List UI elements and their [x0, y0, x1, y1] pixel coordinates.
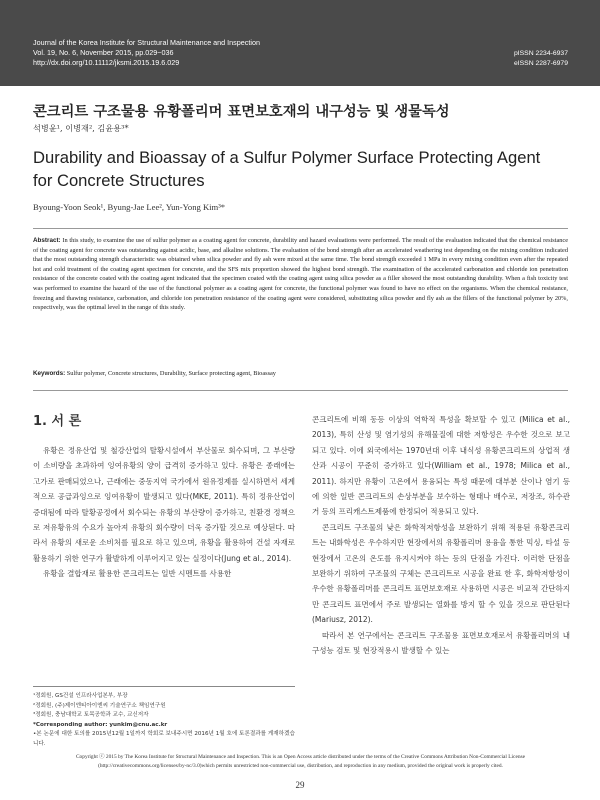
- english-title-line-2: for Concrete Structures: [33, 171, 205, 190]
- journal-info: [33, 38, 260, 68]
- keywords-text: Sulfur polymer, Concrete structures, Durability, Surface protecting agent, Bioassay: [66, 370, 276, 377]
- body-paragraph: 유황은 정유산업 및 철강산업의 탈황시설에서 부산물로 회수되며, 그 부산량이 소비량을 초과하여 잉여유황의 양이 급격히 증가하고 있다. 유황은 종래에는 고가로 판매되었으나, 근래에는 중동지역 국가에서 원유정제를 실시하면서 세계적으로 공급과잉으로 잉여유황이 발생되고 있다(MKE, 2011). 특히 정유산업이 증대됨에 따라 탈황공정에서 회수되는 유황의 부산량이 증가하고, 친환경 정책으로 저유황유의 수요가 높아져 유황의 회수량이 더욱 증가할 것으로 예상된다. 따라서 유황의 새로운 소비처를 필요로 하고 있으며, 유황을 활용하여 건설 자재로 활용하기 위한 연구가 활발하게 이루어지고 있는 실정이다(Jung et al., 2014).: [33, 446, 295, 563]
- english-title-line-1: Durability and Bioassay of a Sulfur Polymer Surface Protecting Agent: [33, 148, 541, 167]
- eissn: eISSN 2287-6979: [513, 60, 568, 67]
- body-paragraph: 따라서 본 연구에서는 콘크리트 구조물용 표면보호재로서 유황폴리머의 내구성능 검토 및 현장적용시 발생할 수 있는: [312, 630, 570, 656]
- korean-title: 콘크리트 구조물용 유황폴리머 표면보호재의 내구성능 및 생물독성: [33, 104, 450, 120]
- section-heading: 1. 서 론: [33, 414, 82, 429]
- page-number: 29: [295, 780, 305, 790]
- journal-name: Journal of the Korea Institute for Structural Maintenance and Inspection: [33, 38, 260, 47]
- issn-info: [514, 49, 568, 69]
- keywords-label: Keywords:: [33, 370, 66, 377]
- abstract-divider-bottom: [33, 390, 568, 391]
- doi-link[interactable]: http://dx.doi.org/10.11112/jksmi.2015.19.6.029: [33, 58, 180, 67]
- right-column: [312, 412, 570, 659]
- copyright-notice: Copyright ⓒ 2015 by The Korea Institute for Structural Maintenance and Inspection. This is an Open Access article distributed under the terms of the Creative Commons Attribution Non-Commercial License (http://creativecommons.org/licenses/by-nc/3.0)which permits unrestricted non-commercial use, distribution, and reproduction in any medium, provided the original work is properly cited.: [75, 754, 526, 769]
- journal-header: [0, 0, 600, 86]
- english-authors: Byoung-Yoon Seok¹, Byung-Jae Lee², Yun-Yong Kim³*: [33, 202, 226, 212]
- abstract: [33, 236, 568, 313]
- body-paragraph: 콘크리트 구조물의 낮은 화학적저항성을 보완하기 위해 적용된 유황콘크리트는 내화학성은 우수하지만 현장에서의 유황폴리머 용융을 통한 믹싱, 타설 등 현장에서 고온의 온도를 유지시켜야 하는 등의 단점을 가진다. 이러한 단점을 보완하기 위하여 구조물의 구체는 콘크리트로 시공을 완료 한 후, 화학저항성이 우수한 유황폴리머를 콘크리트 표면보호재로 사용하면 시공은 비교적 간단하지만 콘크리트 표면에서 주로 발생되는 열화를 방지 할 수 있을 것으로 판단된다(Mariusz, 2012).: [312, 522, 570, 625]
- keywords: [33, 369, 568, 379]
- korean-authors: 석병윤¹, 이병재², 김윤용³*: [33, 123, 129, 133]
- abstract-text: In this study, to examine the use of sulfur polymer as a coating agent for concrete, durability and hazard evaluations were performed. The result of the evaluation indicated that the chemical resistance of the coating agent for concrete was outstanding against acidic, base, and alkaline solutions. The evaluation of the bond strength after an accelerated weathering test depending on the mixing condition indicated that the most outstanding strength characteristic was obtained when silica powder and fly ash were mixed at the same time. The bond strength exceeded 1 MPa in every mixing condition even after the repeated hot and cold treatment of the coating agent specimen for concrete, and the SFS mix proportion showed the highest bond strength. The examination of the accelerated carbonation and chloride ion penetration resistance of the concrete coated with the coating agent indicated that the specimen coated with the coating agent using silica powder as a filler showed the most outstanding durability. When a fish toxicity test was performed to examine the hazard of the use of the functional polymer as a coating agent for concrete, the functional polymer was found to have no effect on the organisms. When the chemical resistance, freezing and thawing resistance, carbonation, and chloride ion penetration resistance of the coating agent were considered, substituting silica powder and fly ash as the fillers of the functional polymer by 20%, respectively, was the optimal level in the range of this study.: [33, 237, 568, 312]
- footnote-1: ¹정회원, GS건설 인프라사업본부, 부장: [33, 693, 128, 699]
- journal-volume: Vol. 19, No. 6, November 2015, pp.029~036: [33, 48, 174, 57]
- footnote-2: ²정회원, (주)제이엔티아이엔씨 기술연구소 책임연구원: [33, 702, 166, 709]
- left-column: [33, 412, 295, 582]
- discussion-note: •본 논문에 대한 토의를 2015년12월 1일까지 학회로 보내주시면 2016년 1월 호에 토론결과를 게재하겠습니다.: [33, 731, 295, 747]
- footnote-3: ³정회원, 충남대학교 토목공학과 교수, 교신저자: [33, 712, 149, 719]
- english-title: [33, 146, 573, 192]
- abstract-label: Abstract:: [33, 237, 61, 244]
- footnotes: [33, 686, 295, 750]
- corresponding-author: *Corresponding author: yunkim@cnu.ac.kr: [33, 721, 168, 728]
- pissn: pISSN 2234-6937: [513, 50, 568, 57]
- body-paragraph: 콘크리트에 비해 동등 이상의 역학적 특성을 확보할 수 있고 (Milica et al., 2013), 특히 산성 및 염기성의 유해물질에 대한 저항성은 우수한 것으로 보고되고 있다. 이에 외국에서는 1970년대 이후 내식성 유황콘크리트의 상업적 생산과 시공이 꾸준히 증가하고 있다(William et al., 1978; Milica et al., 2011). 하지만 유황이 고온에서 용융되는 특성 때문에 대부분 산이나 염기 등에 의한 일반 콘크리트의 손상부분을 보수하는 형태나 배수로, 저장조, 하수관거 등의 프리캐스트제품에 한정되어 적용되고 있다.: [312, 415, 570, 517]
- abstract-divider-top: [33, 228, 568, 229]
- body-paragraph: 유황을 결합재로 활용한 콘크리트는 일반 시멘트를 사용한: [43, 569, 232, 579]
